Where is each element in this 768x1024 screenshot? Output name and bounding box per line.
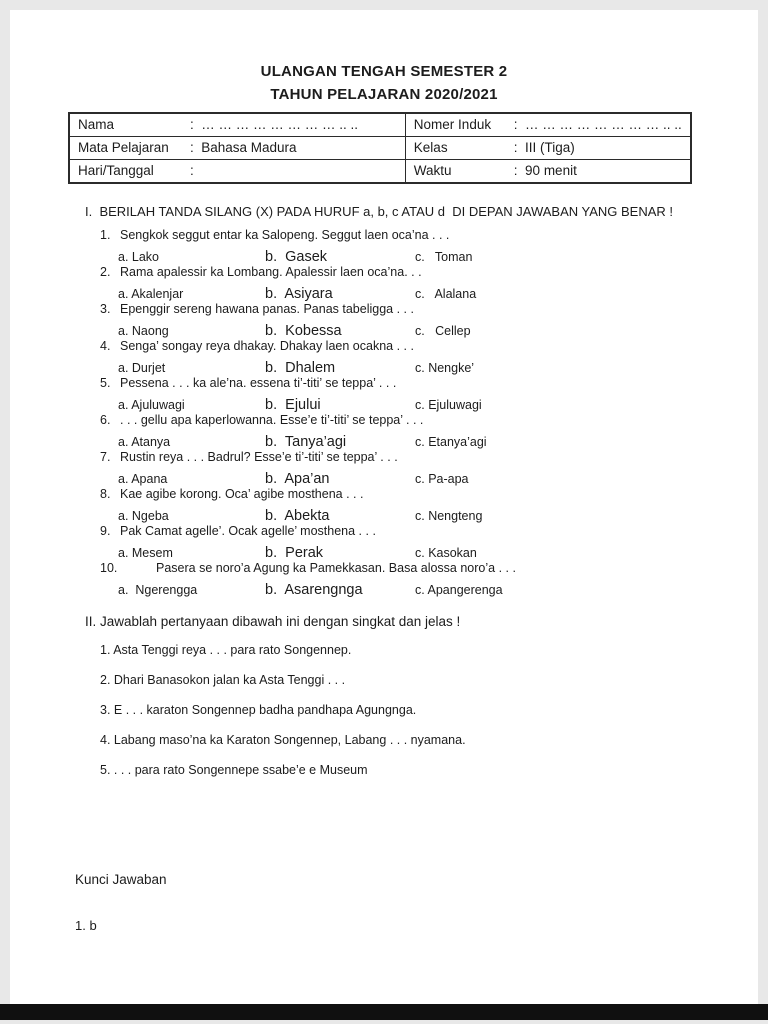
question-7 <box>100 450 728 487</box>
question-text: Pak Camat agelle’. Ocak agelle’ mosthena . . . <box>120 524 376 538</box>
info-row-kelas <box>406 137 690 160</box>
option-b: b. Gasek <box>265 249 328 265</box>
question-text: Pessena . . . ka ale’na. essena ti’-titi’ se teppa’ . . . <box>120 376 397 390</box>
option-b: b. Perak <box>265 545 324 561</box>
exam-title <box>10 10 758 106</box>
student-info-table <box>68 112 692 184</box>
option-c: c. Etanya’agi <box>415 435 487 449</box>
question-text: Epenggir sereng hawana panas. Panas tabeligga . . . <box>120 302 414 316</box>
option-a: a. Naong <box>118 324 169 338</box>
question-text: Rama apalessir ka Lombang. Apalessir laen oca’na. . . <box>120 265 422 279</box>
option-a: a. Ngeba <box>118 509 169 523</box>
option-b: b. Asarengnga <box>265 582 363 598</box>
info-label: Nomer Induk <box>413 117 492 132</box>
option-b: b. Ejului <box>265 397 321 413</box>
options-row <box>118 360 728 376</box>
section2-item-3: 3. E . . . karaton Songennep badha pandhapa Agungnga. <box>100 703 417 717</box>
options-row <box>118 397 728 413</box>
question-number: 1. <box>100 228 111 242</box>
info-column-left <box>70 114 405 182</box>
option-b: b. Abekta <box>265 508 330 524</box>
question-text: Senga’ songay reya dhakay. Dhakay laen ocakna . . . <box>120 339 414 353</box>
question-number: 10. <box>100 561 118 575</box>
info-value: : … … … … … … … … .. .. <box>190 117 359 132</box>
question-number: 8. <box>100 487 111 501</box>
option-c: c. Nengteng <box>415 509 483 523</box>
page-separator <box>0 1004 768 1020</box>
option-a: a. Mesem <box>118 546 173 560</box>
options-row <box>118 286 728 302</box>
section2-heading: II. Jawablah pertanyaan dibawah ini dengan singkat dan jelas ! <box>85 614 461 629</box>
info-label: Kelas <box>413 140 448 155</box>
option-c: c. Nengke’ <box>415 361 475 375</box>
option-a: a. Ngerengga <box>118 583 198 597</box>
option-b: b. Dhalem <box>265 360 336 376</box>
info-value: : Bahasa Madura <box>190 140 297 155</box>
info-row-hari-tanggal <box>70 160 405 182</box>
info-label: Waktu <box>413 163 452 178</box>
question-text: Sengkok seggut entar ka Salopeng. Seggut laen oca’na . . . <box>120 228 450 242</box>
question-number: 6. <box>100 413 111 427</box>
option-b: b. Asiyara <box>265 286 333 302</box>
question-number: 3. <box>100 302 111 316</box>
options-row <box>118 249 728 265</box>
question-number: 4. <box>100 339 111 353</box>
question-4 <box>100 339 728 376</box>
options-row <box>118 508 728 524</box>
question-number: 7. <box>100 450 111 464</box>
question-number: 5. <box>100 376 111 390</box>
question-number: 9. <box>100 524 111 538</box>
info-label: Nama <box>78 117 115 132</box>
question-6 <box>100 413 728 450</box>
option-a: a. Atanya <box>118 435 171 449</box>
info-value: : … … … … … … … … .. .. <box>513 117 682 132</box>
question-text: . . . gellu apa kaperlowanna. Esse’e ti’-titi’ se teppa’ . . . <box>120 413 424 427</box>
option-c: c. Apangerenga <box>415 583 503 597</box>
section2-item-list <box>100 643 718 778</box>
info-value: : 90 menit <box>513 163 577 178</box>
exam-title-line-1: ULANGAN TENGAH SEMESTER 2 <box>260 63 508 80</box>
question-1 <box>100 228 728 265</box>
options-row <box>118 323 728 339</box>
option-b: b. Tanya’agi <box>265 434 347 450</box>
question-3 <box>100 302 728 339</box>
option-c: c. Toman <box>415 250 473 264</box>
options-row <box>118 434 728 450</box>
option-c: c. Ejuluwagi <box>415 398 482 412</box>
section2-item-2: 2. Dhari Banasokon jalan ka Asta Tenggi . . . <box>100 673 346 687</box>
option-a: a. Ajuluwagi <box>118 398 185 412</box>
question-5 <box>100 376 728 413</box>
question-8 <box>100 487 728 524</box>
question-2 <box>100 265 728 302</box>
info-row-mata-pelajaran <box>70 137 405 160</box>
option-a: a. Apana <box>118 472 168 486</box>
option-b: b. Kobessa <box>265 323 342 339</box>
option-c: c. Kasokan <box>415 546 477 560</box>
option-a: a. Durjet <box>118 361 166 375</box>
exam-title-line-2: TAHUN PELAJARAN 2020/2021 <box>270 86 498 103</box>
answer-key-first-item: 1. b <box>75 918 97 933</box>
option-c: c. Alalana <box>415 287 477 301</box>
question-10 <box>100 561 728 598</box>
section2-item-1: 1. Asta Tenggi reya . . . para rato Songennep. <box>100 643 352 657</box>
info-row-nomer-induk <box>406 114 690 137</box>
options-row <box>118 545 728 561</box>
options-row <box>118 582 728 598</box>
exam-page <box>10 10 758 1004</box>
section2-item-4: 4. Labang maso’na ka Karaton Songennep, Labang . . . nyamana. <box>100 733 466 747</box>
option-b: b. Apa’an <box>265 471 330 487</box>
info-value: : <box>190 163 194 178</box>
question-text: Kae agibe korong. Oca’ agibe mosthena . . . <box>120 487 364 501</box>
section2-item-5: 5. . . . para rato Songennepe ssabe’e e Museum <box>100 763 368 777</box>
question-text: Rustin reya . . . Badrul? Esse’e ti’-titi’ se teppa’ . . . <box>120 450 398 464</box>
info-row-waktu <box>406 160 690 182</box>
options-row <box>118 471 728 487</box>
info-column-right <box>405 114 690 182</box>
option-a: a. Akalenjar <box>118 287 184 301</box>
section1-heading: I. BERILAH TANDA SILANG (X) PADA HURUF a, b, c ATAU d DI DEPAN JAWABAN YANG BENAR ! <box>85 204 674 219</box>
option-a: a. Lako <box>118 250 160 264</box>
question-number: 2. <box>100 265 111 279</box>
question-list <box>100 228 728 598</box>
question-text: Pasera se noro’a Agung ka Pamekkasan. Basa alossa noro’a . . . <box>156 561 516 575</box>
option-c: c. Pa-apa <box>415 472 469 486</box>
info-label: Mata Pelajaran <box>78 140 169 155</box>
answer-key-title: Kunci Jawaban <box>75 872 167 887</box>
question-9 <box>100 524 728 561</box>
info-value: : III (Tiga) <box>513 140 575 155</box>
option-c: c. Cellep <box>415 324 471 338</box>
info-label: Hari/Tanggal <box>78 163 154 178</box>
info-row-nama <box>70 114 405 137</box>
